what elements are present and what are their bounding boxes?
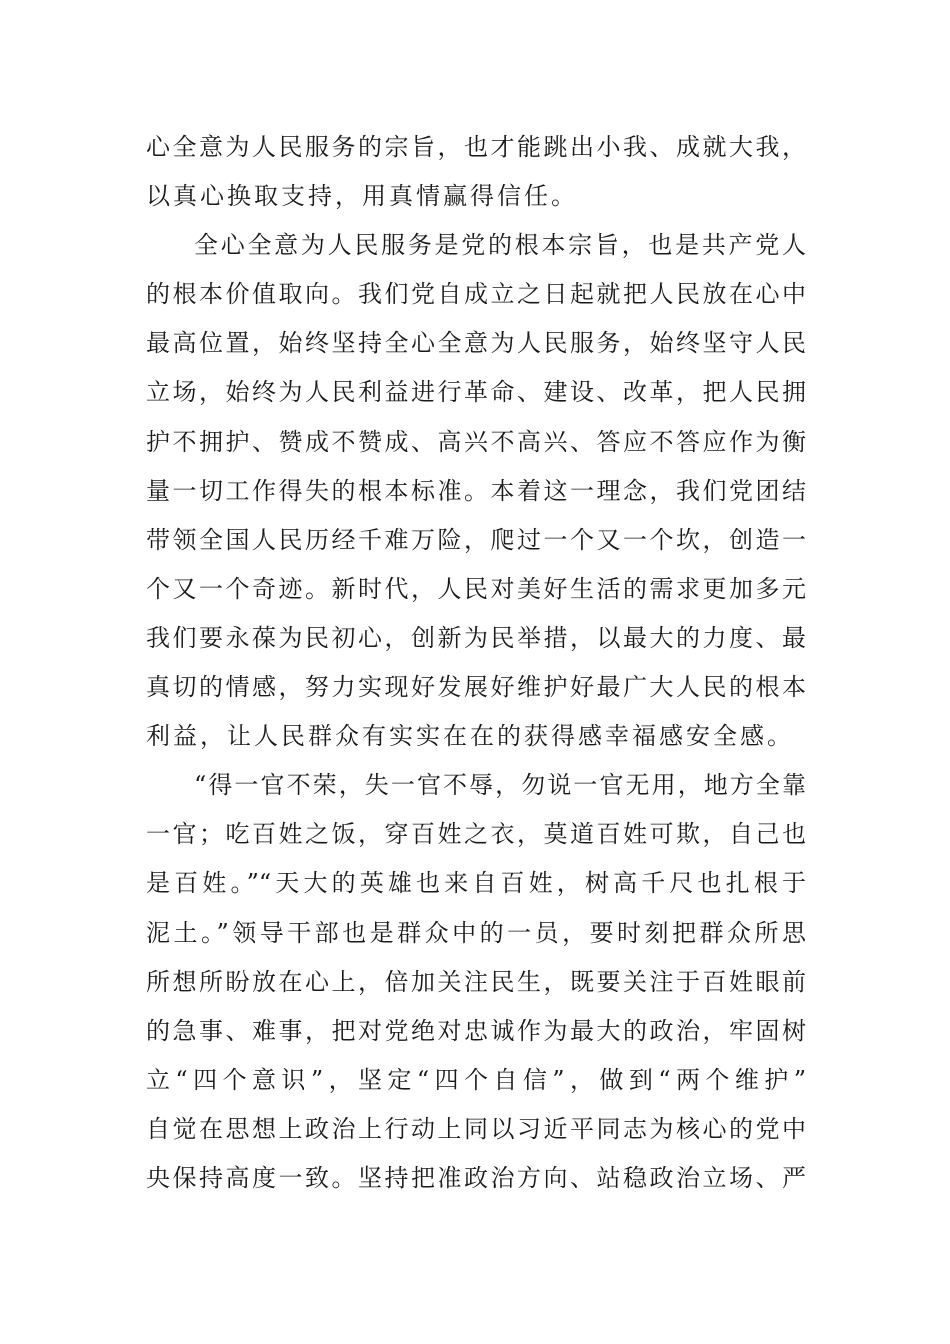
text-line: 所想所盼放在心上，倍加关注民生，既要关注于百姓眼前 (146, 967, 806, 996)
text-line: 全心全意为人民服务是党的根本宗旨，也是共产党人 (194, 231, 806, 260)
text-line: 我们要永葆为民初心，创新为民举措，以最大的力度、最 (146, 623, 806, 652)
text-line: 带领全国人民历经千难万险，爬过一个又一个坎，创造一 (146, 525, 806, 554)
text-line: 真切的情感，努力实现好发展好维护好最广大人民的根本 (146, 673, 806, 702)
text-line: 护不拥护、赞成不赞成、高兴不高兴、答应不答应作为衡 (146, 427, 806, 456)
body-text (146, 123, 806, 1203)
text-line: 的急事、难事，把对党绝对忠诚作为最大的政治，牢固树 (146, 1016, 806, 1045)
text-line: 心全意为人民服务的宗旨，也才能跳出小我、成就大我， (146, 133, 806, 161)
paragraph-2 (146, 221, 806, 761)
text-line: “得一官不荣，失一官不辱，勿说一官无用，地方全靠 (194, 771, 806, 800)
text-line: 泥土。”领导干部也是群众中的一员，要时刻把群众所思 (146, 918, 806, 947)
text-line: 个又一个奇迹。新时代，人民对美好生活的需求更加多元 (146, 574, 806, 603)
paragraph-3 (146, 761, 806, 1203)
text-line: 以真心换取支持，用真情赢得信任。 (146, 182, 578, 211)
text-line: 是百姓。”“天大的英雄也来自百姓，树高千尺也扎根于 (146, 869, 806, 898)
text-line: 自觉在思想上政治上行动上同以习近平同志为核心的党中 (146, 1114, 806, 1143)
text-line: 最高位置，始终坚持全心全意为人民服务，始终坚守人民 (146, 329, 806, 358)
text-line: 立“四个意识”，坚定“四个自信”，做到“两个维护” (146, 1065, 806, 1094)
text-line: 的根本价值取向。我们党自成立之日起就把人民放在心中 (146, 280, 806, 309)
text-line: 量一切工作得失的根本标准。本着这一理念，我们党团结 (146, 476, 806, 505)
text-line: 利益，让人民群众有实实在在的获得感幸福感安全感。 (146, 722, 794, 751)
text-line: 一官；吃百姓之饭，穿百姓之衣，莫道百姓可欺，自己也 (146, 820, 806, 849)
paragraph-1 (146, 123, 806, 221)
text-line: 央保持高度一致。坚持把准政治方向、站稳政治立场、严 (146, 1163, 806, 1192)
text-line: 立场，始终为人民利益进行革命、建设、改革，把人民拥 (146, 378, 806, 407)
